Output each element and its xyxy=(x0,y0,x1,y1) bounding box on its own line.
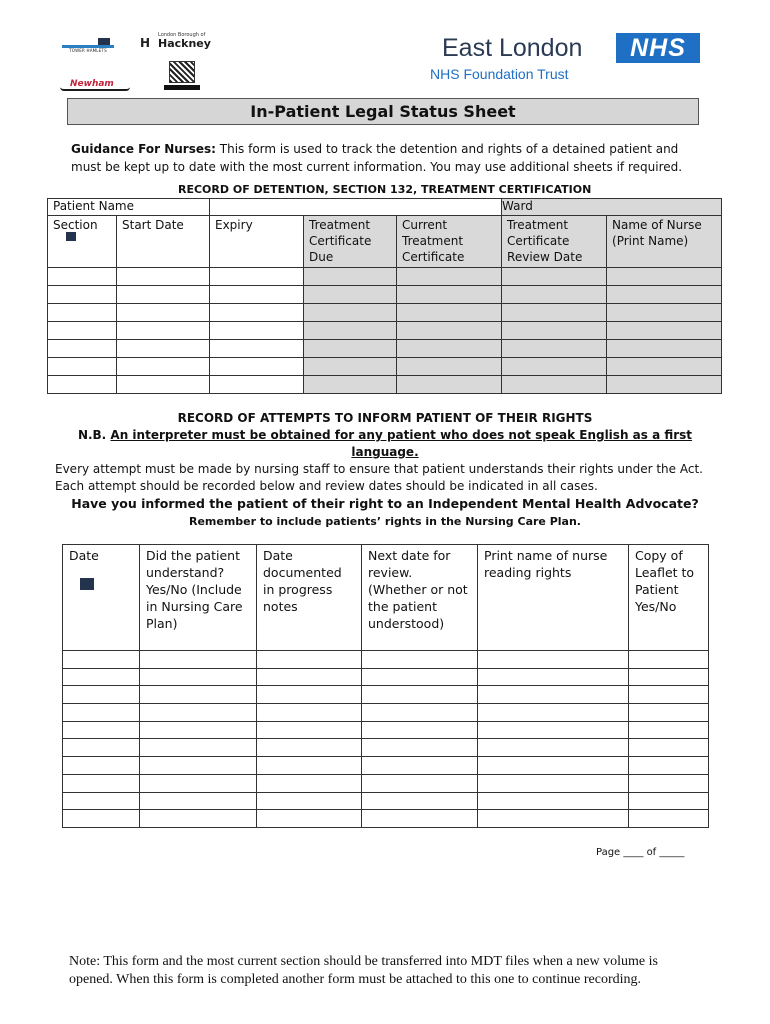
rights-table xyxy=(62,544,709,828)
table-row xyxy=(63,704,709,722)
table-cell-input[interactable] xyxy=(502,340,607,358)
table-cell-input[interactable] xyxy=(63,668,140,686)
table-row xyxy=(48,322,722,340)
table-cell-input[interactable] xyxy=(304,286,397,304)
table-cell-input[interactable] xyxy=(117,322,210,340)
patient-name-label: Patient Name xyxy=(48,199,210,216)
rights-col-header: Date documented in progress notes xyxy=(257,545,362,651)
table-cell-input[interactable] xyxy=(397,268,502,286)
table-cell-input[interactable] xyxy=(607,304,722,322)
table-cell-input[interactable] xyxy=(257,792,362,810)
detention-col-header: Name of Nurse (Print Name) xyxy=(607,216,722,268)
nhs-logo: NHS xyxy=(616,33,700,63)
table-row xyxy=(63,668,709,686)
detention-col-header: Treatment Certificate Due xyxy=(304,216,397,268)
table-cell-input[interactable] xyxy=(257,810,362,828)
table-cell-input[interactable] xyxy=(63,686,140,704)
page-title: In-Patient Legal Status Sheet xyxy=(67,98,699,125)
table-cell-input[interactable] xyxy=(397,340,502,358)
table-cell-input[interactable] xyxy=(629,686,709,704)
page-number: Page ____ of _____ xyxy=(596,847,685,858)
table-cell-input[interactable] xyxy=(304,268,397,286)
table-cell-input[interactable] xyxy=(502,322,607,340)
rights-section xyxy=(55,410,715,495)
table-cell-input[interactable] xyxy=(117,376,210,394)
table-cell-input[interactable] xyxy=(304,340,397,358)
rights-col-header: Next date for review. (Whether or not the patient understood) xyxy=(362,545,478,651)
detention-col-header: Treatment Certificate Review Date xyxy=(502,216,607,268)
table-cell-input[interactable] xyxy=(607,268,722,286)
table-cell-input[interactable] xyxy=(210,304,304,322)
table-cell-input[interactable] xyxy=(362,721,478,739)
footer-note: Note: This form and the most current section should be transferred into MDT files when a new volume is opened. When this form is completed another form must be attached to this one to continue recording. xyxy=(69,954,658,987)
table-cell-input[interactable] xyxy=(607,322,722,340)
table-row xyxy=(48,286,722,304)
table-cell-input[interactable] xyxy=(502,268,607,286)
table-cell-input[interactable] xyxy=(607,286,722,304)
table-cell-input[interactable] xyxy=(607,340,722,358)
table-cell-input[interactable] xyxy=(362,810,478,828)
table-row xyxy=(48,304,722,322)
hackney-h-icon: H xyxy=(140,36,151,50)
detention-table xyxy=(47,198,722,394)
table-cell-input[interactable] xyxy=(607,376,722,394)
table-cell-input[interactable] xyxy=(117,286,210,304)
table-cell-input[interactable] xyxy=(362,686,478,704)
table-cell-input[interactable] xyxy=(63,792,140,810)
table-cell-input[interactable] xyxy=(140,651,257,669)
table-row xyxy=(63,774,709,792)
table-cell-input[interactable] xyxy=(63,739,140,757)
rights-body-text: Every attempt must be made by nursing staff to ensure that patient understands their rights under the Act. Each attempt should be recorded below and review dates should be indicated in all cases. xyxy=(55,462,703,493)
table-cell-input[interactable] xyxy=(478,774,629,792)
table-cell-input[interactable] xyxy=(257,651,362,669)
table-row xyxy=(48,268,722,286)
table-row xyxy=(63,721,709,739)
table-cell-input[interactable] xyxy=(478,739,629,757)
table-cell-input[interactable] xyxy=(117,358,210,376)
table-cell-input[interactable] xyxy=(140,704,257,722)
interpreter-note-text: An interpreter must be obtained for any patient who does not speak English as a first language. xyxy=(110,428,693,459)
table-row xyxy=(63,651,709,669)
detention-col-header: Current Treatment Certificate xyxy=(397,216,502,268)
table-cell-input[interactable] xyxy=(257,686,362,704)
table-cell-input[interactable] xyxy=(362,757,478,775)
detention-col-header: Start Date xyxy=(117,216,210,268)
tower-hamlets-logo xyxy=(60,30,116,56)
table-cell-input[interactable] xyxy=(629,721,709,739)
detention-col-header: Section xyxy=(48,216,117,268)
table-cell-input[interactable] xyxy=(502,286,607,304)
table-cell-input[interactable] xyxy=(629,668,709,686)
table-cell-input[interactable] xyxy=(478,721,629,739)
table-cell-input[interactable] xyxy=(502,304,607,322)
table-cell-input[interactable] xyxy=(629,774,709,792)
table-cell-input[interactable] xyxy=(48,322,117,340)
advocate-question: Have you informed the patient of their right to an Independent Mental Health Advocate? xyxy=(71,496,699,511)
table-cell-input[interactable] xyxy=(140,686,257,704)
table-cell-input[interactable] xyxy=(48,304,117,322)
table-cell-input[interactable] xyxy=(478,651,629,669)
trust-name: East London xyxy=(442,34,583,62)
table-cell-input[interactable] xyxy=(304,322,397,340)
table-cell-input[interactable] xyxy=(304,376,397,394)
table-cell-input[interactable] xyxy=(63,721,140,739)
table-cell-input[interactable] xyxy=(117,304,210,322)
table-cell-input[interactable] xyxy=(63,757,140,775)
table-cell-input[interactable] xyxy=(478,757,629,775)
table-cell-input[interactable] xyxy=(362,774,478,792)
table-cell-input[interactable] xyxy=(502,376,607,394)
hackney-logo xyxy=(140,32,216,52)
table-cell-input[interactable] xyxy=(48,268,117,286)
table-cell-input[interactable] xyxy=(362,792,478,810)
table-cell-input[interactable] xyxy=(63,704,140,722)
table-cell-input[interactable] xyxy=(117,268,210,286)
table-cell-input[interactable] xyxy=(629,810,709,828)
table-cell-input[interactable] xyxy=(362,704,478,722)
table-row xyxy=(63,739,709,757)
table-cell-input[interactable] xyxy=(362,739,478,757)
table-cell-input[interactable] xyxy=(397,358,502,376)
table-cell-input[interactable] xyxy=(257,739,362,757)
newham-logo xyxy=(60,79,132,93)
interpreter-note xyxy=(55,427,715,461)
table-cell-input[interactable] xyxy=(140,792,257,810)
rights-col-header: Did the patient understand? Yes/No (Include in Nursing Care Plan) xyxy=(140,545,257,651)
table-cell-input[interactable] xyxy=(210,340,304,358)
table-row xyxy=(48,376,722,394)
table-cell-input[interactable] xyxy=(397,304,502,322)
table-cell-input[interactable] xyxy=(210,358,304,376)
table-cell-input[interactable] xyxy=(257,757,362,775)
table-cell-input[interactable] xyxy=(502,358,607,376)
newham-logo-text: Newham xyxy=(70,79,114,89)
hackney-logo-small-text: London Borough of xyxy=(158,32,206,38)
table-cell-input[interactable] xyxy=(63,810,140,828)
rights-col-header: Print name of nurse reading rights xyxy=(478,545,629,651)
ward-field[interactable] xyxy=(502,199,722,216)
table-row xyxy=(63,757,709,775)
patient-name-field[interactable] xyxy=(210,199,502,216)
table-cell-input[interactable] xyxy=(629,704,709,722)
city-of-london-crest-icon xyxy=(164,61,200,91)
table-cell-input[interactable] xyxy=(629,651,709,669)
table-cell-input[interactable] xyxy=(48,286,117,304)
table-cell-input[interactable] xyxy=(257,774,362,792)
table-cell-input[interactable] xyxy=(478,810,629,828)
table-cell-input[interactable] xyxy=(210,376,304,394)
table-cell-input[interactable] xyxy=(304,304,397,322)
tower-hamlets-logo-text: TOWER HAMLETS xyxy=(69,48,107,53)
guidance-paragraph xyxy=(71,140,711,176)
table-cell-input[interactable] xyxy=(629,792,709,810)
table-cell-input[interactable] xyxy=(478,686,629,704)
table-cell-input[interactable] xyxy=(48,340,117,358)
table-cell-input[interactable] xyxy=(257,721,362,739)
table-cell-input[interactable] xyxy=(629,739,709,757)
table-row xyxy=(48,340,722,358)
table-cell-input[interactable] xyxy=(140,739,257,757)
hackney-logo-text: Hackney xyxy=(158,37,211,50)
table-row xyxy=(48,358,722,376)
table-cell-input[interactable] xyxy=(210,322,304,340)
table-cell-input[interactable] xyxy=(257,668,362,686)
table-cell-input[interactable] xyxy=(478,668,629,686)
table-cell-input[interactable] xyxy=(629,757,709,775)
nb-prefix: N.B. xyxy=(77,428,111,442)
detention-heading: RECORD OF DETENTION, SECTION 132, TREATMENT CERTIFICATION xyxy=(178,183,592,196)
table-cell-input[interactable] xyxy=(397,286,502,304)
rights-col-header: Date xyxy=(63,545,140,651)
trust-subtitle: NHS Foundation Trust xyxy=(430,66,569,82)
table-cell-input[interactable] xyxy=(63,774,140,792)
table-cell-input[interactable] xyxy=(140,774,257,792)
table-cell-input[interactable] xyxy=(304,358,397,376)
table-cell-input[interactable] xyxy=(397,322,502,340)
ward-label: Ward xyxy=(502,199,533,213)
table-row xyxy=(63,686,709,704)
table-cell-input[interactable] xyxy=(257,704,362,722)
table-cell-input[interactable] xyxy=(478,792,629,810)
table-row xyxy=(63,792,709,810)
table-cell-input[interactable] xyxy=(607,358,722,376)
table-cell-input[interactable] xyxy=(117,340,210,358)
table-cell-input[interactable] xyxy=(48,358,117,376)
table-cell-input[interactable] xyxy=(362,651,478,669)
table-cell-input[interactable] xyxy=(478,704,629,722)
table-cell-input[interactable] xyxy=(140,721,257,739)
table-cell-input[interactable] xyxy=(48,376,117,394)
rights-col-header: Copy of Leaflet to Patient Yes/No xyxy=(629,545,709,651)
table-cell-input[interactable] xyxy=(63,651,140,669)
table-cell-input[interactable] xyxy=(397,376,502,394)
advocate-reminder: Remember to include patients’ rights in the Nursing Care Plan. xyxy=(188,515,581,528)
table-row xyxy=(63,810,709,828)
guidance-label: Guidance For Nurses: xyxy=(71,142,216,156)
guidance-text: This form is used to track the detention and rights of a detained patient and must be kept up to date with the most current information. You may use additional sheets if required. xyxy=(71,142,683,174)
table-cell-input[interactable] xyxy=(210,286,304,304)
table-cell-input[interactable] xyxy=(140,757,257,775)
table-cell-input[interactable] xyxy=(140,668,257,686)
table-cell-input[interactable] xyxy=(210,268,304,286)
table-cell-input[interactable] xyxy=(140,810,257,828)
table-cell-input[interactable] xyxy=(362,668,478,686)
rights-heading: RECORD OF ATTEMPTS TO INFORM PATIENT OF THEIR RIGHTS xyxy=(177,411,593,425)
detention-col-header: Expiry xyxy=(210,216,304,268)
